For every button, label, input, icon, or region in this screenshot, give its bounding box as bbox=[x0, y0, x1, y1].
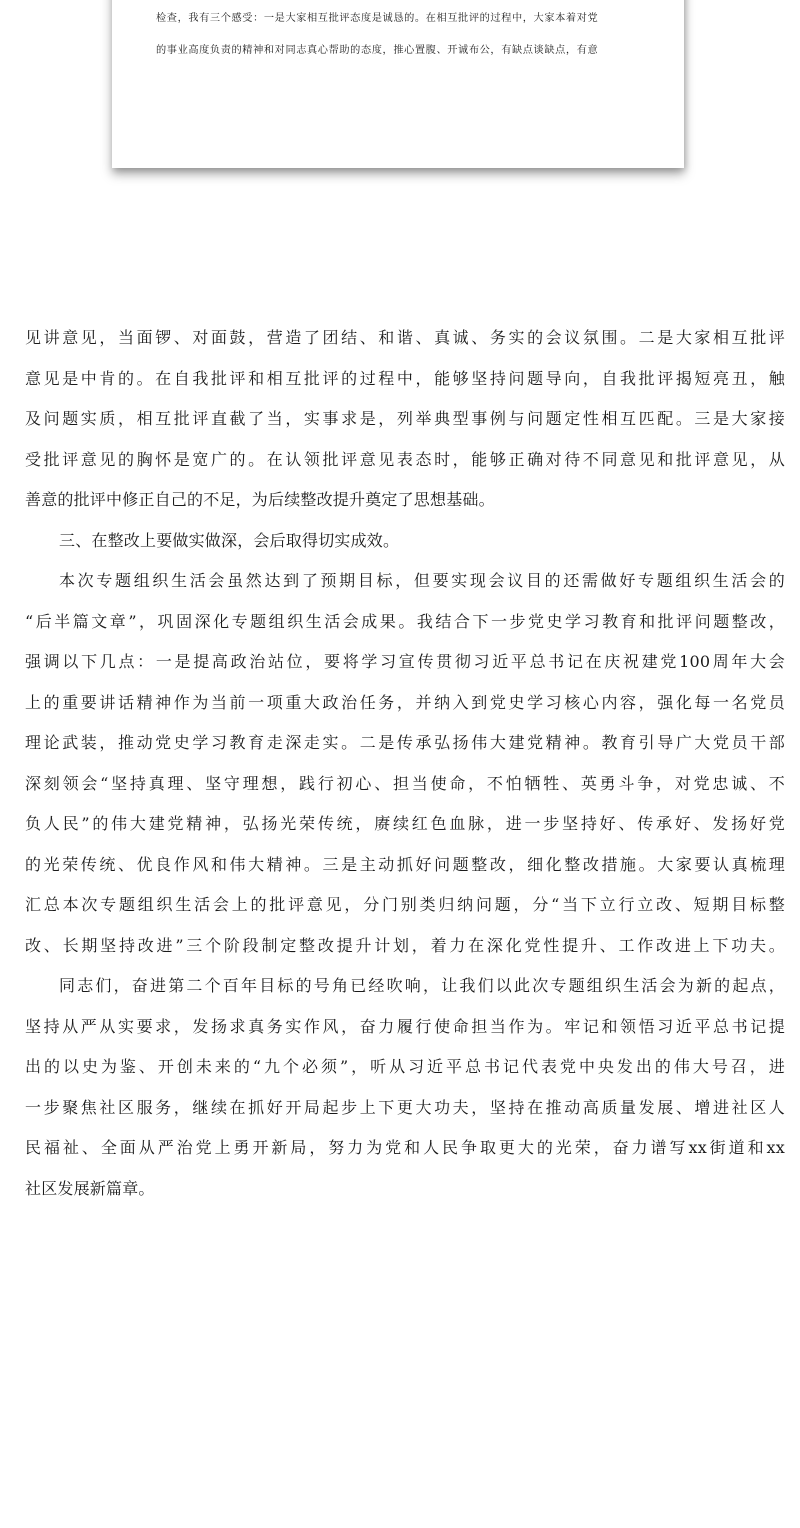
body-text-line: 理论武装，推动党史学习教育走深走实。二是传承弘扬伟大建党精神。教育引导广大党员干部 bbox=[25, 733, 785, 752]
body-text-line: 本次专题组织生活会虽然达到了预期目标，但要实现会议目的还需做好专题组织生活会的 bbox=[59, 571, 785, 590]
body-text-line: 见讲意见，当面锣、对面鼓，营造了团结、和谐、真诚、务实的会议氛围。二是大家相互批评 bbox=[25, 328, 785, 347]
preview-text-line: 的事业高度负责的精神和对同志真心帮助的态度，推心置腹、开诚布公，有缺点谈缺点，有意 bbox=[156, 45, 599, 56]
body-text-line: 受批评意见的胸怀是宽广的。在认领批评意见表态时，能够正确对待不同意见和批评意见，从 bbox=[25, 449, 785, 469]
document-preview-card bbox=[112, 0, 684, 168]
body-text-line: 同志们，奋进第二个百年目标的号角已经吹响，让我们以此次专题组织生活会为新的起点， bbox=[59, 976, 785, 995]
body-text-line: 上的重要讲话精神作为当前一项重大政治任务，并纳入到党史学习核心内容，强化每一名党员 bbox=[25, 692, 785, 712]
body-text-line: 改、长期坚持改进”三个阶段制定整改提升计划，着力在深化党性提升、工作改进上下功夫。 bbox=[25, 935, 785, 955]
body-text-line: 社区发展新篇章。 bbox=[25, 1178, 155, 1198]
body-text-line: 善意的批评中修正自己的不足，为后续整改提升奠定了思想基础。 bbox=[25, 490, 495, 509]
body-text-line: 民福祉、全面从严治党上勇开新局，努力为党和人民争取更大的光荣，奋力谱写xx街道和xx bbox=[25, 1138, 785, 1157]
body-text-line: 意见是中肯的。在自我批评和相互批评的过程中，能够坚持问题导向，自我批评揭短亮丑，触 bbox=[25, 368, 785, 388]
body-text-line: 及问题实质，相互批评直截了当，实事求是，列举典型事例与问题定性相互匹配。三是大家接 bbox=[25, 409, 785, 428]
preview-text-line: 检查，我有三个感受：一是大家相互批评态度是诚恳的。在相互批评的过程中，大家本着对党 bbox=[156, 13, 599, 24]
document-body bbox=[25, 327, 785, 1218]
body-text-line: 坚持从严从实要求，发扬求真务实作风，奋力履行使命担当作为。牢记和领悟习近平总书记提 bbox=[25, 1016, 785, 1036]
body-text-line: 负人民”的伟大建党精神，弘扬光荣传统，赓续红色血脉，进一步坚持好、传承好、发扬好党 bbox=[25, 814, 785, 833]
body-text-line: “后半篇文章”，巩固深化专题组织生活会成果。我结合下一步党史学习教育和批评问题整改， bbox=[25, 611, 785, 631]
body-text-line: 出的以史为鉴、开创未来的“九个必须”，听从习近平总书记代表党中央发出的伟大号召，进 bbox=[25, 1057, 785, 1076]
body-text-line: 深刻领会“坚持真理、坚守理想，践行初心、担当使命，不怕牺牲、英勇斗争，对党忠诚、不 bbox=[25, 773, 785, 793]
body-text-line: 汇总本次专题组织生活会上的批评意见，分门别类归纳问题，分“当下立行立改、短期目标整 bbox=[25, 895, 785, 914]
section-heading: 三、在整改上要做实做深，会后取得切实成效。 bbox=[59, 530, 400, 550]
body-text-line: 的光荣传统、优良作风和伟大精神。三是主动抓好问题整改，细化整改措施。大家要认真梳理 bbox=[25, 854, 785, 874]
body-text-line: 一步聚焦社区服务，继续在抓好开局起步上下更大功夫，坚持在推动高质量发展、增进社区人 bbox=[25, 1097, 785, 1117]
body-text-line: 强调以下几点：一是提高政治站位，要将学习宣传贯彻习近平总书记在庆祝建党100周年大会 bbox=[25, 652, 785, 671]
